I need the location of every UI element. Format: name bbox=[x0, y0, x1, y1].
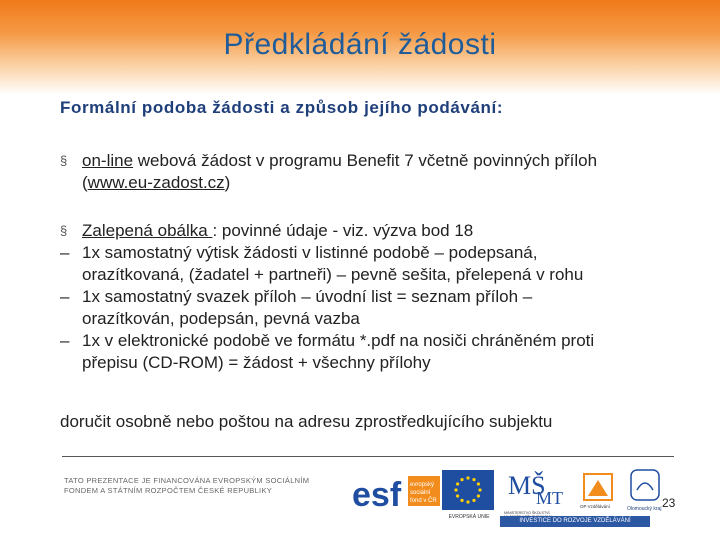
bullet-online-line1 bbox=[60, 150, 700, 172]
sub-item-electronic bbox=[60, 330, 700, 374]
svg-text:OP Vzdělávání: OP Vzdělávání bbox=[580, 504, 610, 509]
svg-text:Olomoucký kraj: Olomoucký kraj bbox=[627, 506, 662, 512]
bullet-envelope-head bbox=[60, 220, 700, 242]
funding-note: TATO PREZENTACE JE FINANCOVÁNA EVROPSKÝM SOCIÁLNÍM FONDEM A STÁTNÍM ROZPOČTEM ČESKÉ REPUBLIKY bbox=[64, 476, 310, 495]
svg-text:evropský: evropský bbox=[410, 482, 435, 488]
eu-flag-icon bbox=[442, 470, 494, 510]
msmt-logo-icon bbox=[502, 464, 572, 520]
dash-marker: – bbox=[60, 243, 70, 262]
dash-marker: – bbox=[60, 287, 70, 306]
jc-logo-icon bbox=[578, 470, 620, 514]
paren-close: ) bbox=[224, 173, 231, 192]
svg-text:fond v ČR: fond v ČR bbox=[410, 498, 437, 504]
bullet-marker: § bbox=[60, 223, 68, 238]
slide-subtitle: Formální podoba žádosti a způsob jejího podávání: bbox=[60, 98, 504, 117]
investment-banner: INVESTICE DO ROZVOJE VZDĚLÁVÁNÍ bbox=[500, 516, 650, 527]
olomoucky-kraj-logo-icon bbox=[625, 468, 665, 514]
sub-item-line: orazítkován, podepsán, pevná vazba bbox=[82, 309, 360, 328]
slide-title: Předkládání žádosti bbox=[223, 28, 497, 61]
bullet-online-line2 bbox=[60, 172, 700, 194]
envelope-label: Zalepená obálka bbox=[82, 221, 213, 240]
svg-text:MINISTERSTVO ŠKOLSTVÍ,: MINISTERSTVO ŠKOLSTVÍ, bbox=[504, 511, 551, 515]
sub-item-line: přepisu (CD-ROM) = žádost + všechny přílohy bbox=[82, 353, 431, 372]
online-label: on-line bbox=[82, 151, 134, 170]
bullet-online bbox=[60, 150, 700, 194]
svg-text:MŠ: MŠ bbox=[508, 471, 546, 500]
sub-item-printed-application bbox=[60, 242, 700, 286]
online-description: webová žádost v programu Benefit 7 včetně povinných příloh bbox=[133, 151, 598, 170]
sub-item-line: 1x samostatný svazek příloh – úvodní list = seznam příloh – bbox=[82, 287, 533, 306]
bullet-marker: § bbox=[60, 153, 68, 168]
closing-text: doručit osobně nebo poštou na adresu zprostředkujícího subjektu bbox=[60, 412, 553, 431]
eu-caption: EVROPSKÁ UNIE bbox=[448, 514, 490, 520]
svg-text:sociální: sociální bbox=[410, 490, 431, 496]
dash-marker: – bbox=[60, 331, 70, 350]
sub-item-line: 1x samostatný výtisk žádosti v listinné podobě – podepsaná, bbox=[82, 243, 538, 262]
sub-item-attachments bbox=[60, 286, 700, 330]
footer-divider bbox=[62, 456, 674, 457]
logo-strip bbox=[350, 464, 670, 528]
envelope-description: : povinné údaje - viz. výzva bod 18 bbox=[212, 221, 474, 240]
svg-text:esf: esf bbox=[352, 476, 402, 514]
bullet-envelope bbox=[60, 220, 700, 374]
esf-logo-icon bbox=[350, 468, 442, 518]
sub-item-line: 1x v elektronické podobě ve formátu *.pdf na nosiči chráněném proti bbox=[82, 331, 595, 350]
sub-item-line: orazítkovaná, (žadatel + partneři) – pevně sešita, přelepená v rohu bbox=[82, 265, 584, 284]
page-number: 23 bbox=[662, 496, 676, 510]
paren-open: ( bbox=[82, 173, 88, 192]
svg-text:MT: MT bbox=[536, 488, 563, 508]
eu-zadost-link[interactable]: www.eu-zadost.cz bbox=[87, 173, 225, 192]
